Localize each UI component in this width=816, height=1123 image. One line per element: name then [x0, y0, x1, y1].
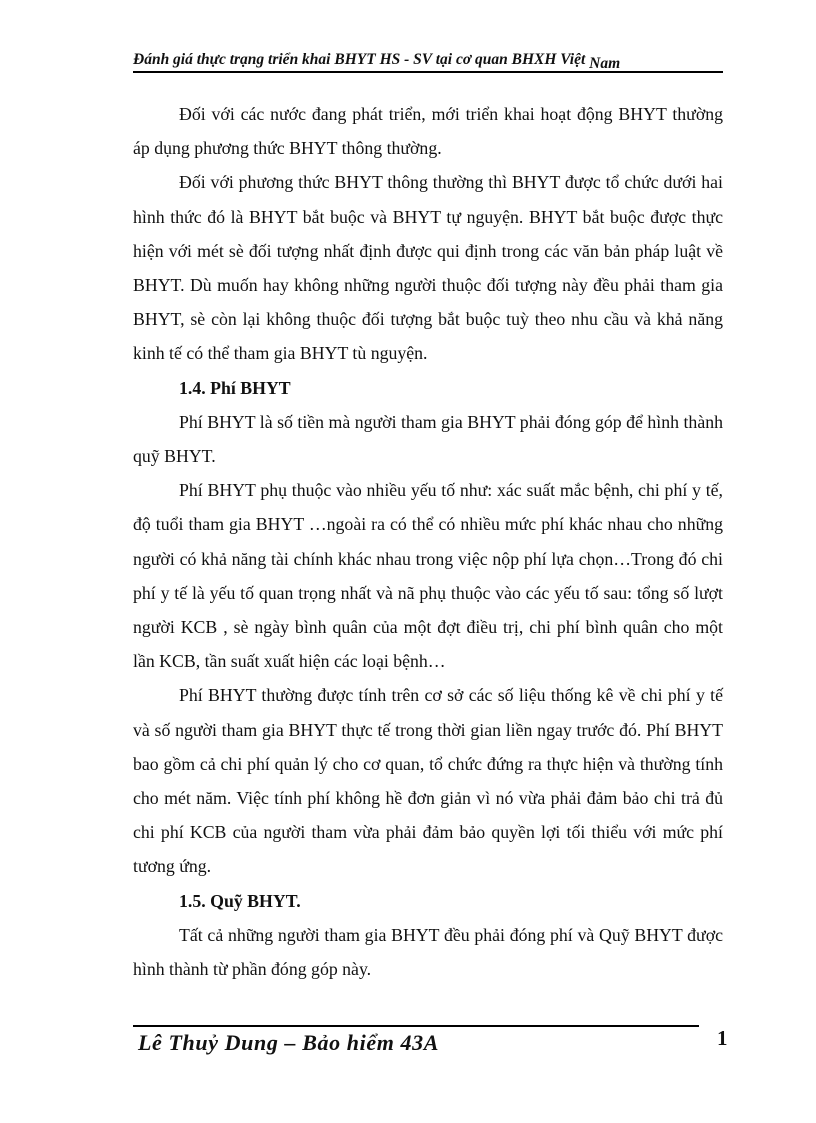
footer-divider	[133, 1025, 699, 1027]
document-body	[133, 97, 723, 986]
header-title-last-word: Nam	[589, 55, 621, 72]
section-heading-1-5: 1.5. Quỹ BHYT.	[179, 890, 301, 911]
header-title: Đánh giá thực trạng triển khai BHYT HS - SV tại cơ quan BHXH Việt	[133, 51, 586, 68]
footer-author: Lê Thuỷ Dung – Bảo hiểm 43A	[138, 1030, 440, 1055]
page-number: 1	[717, 1026, 728, 1050]
paragraph: Phí BHYT phụ thuộc vào nhiều yếu tố như: xác suất mắc bệnh, chi phí y tế, độ tuổi tham gia BHYT …ngoài ra có thể có nhiều mức phí khác nhau cho những người có khả năng tài chính khác nhau trong việc nộp phí lựa chọn…Trong đó chi phí y tế là yếu tố quan trọng nhất và nã phụ thuộc vào các yếu tố sau: tổng số lượt người KCB , sè ngày bình quân của một đợt điều trị, chi phí bình quân cho một lần KCB, tần suất xuất hiện các loại bệnh…	[133, 480, 723, 672]
paragraph: Tất cả những người tham gia BHYT đều phải đóng phí và Quỹ BHYT được hình thành từ phần đóng góp này.	[133, 924, 723, 980]
running-header	[133, 50, 723, 73]
paragraph: Đối với phương thức BHYT thông thường thì BHYT được tổ chức dưới hai hình thức đó là BHYT bắt buộc và BHYT tự nguyện. BHYT bắt buộc được thực hiện với mét sè đối tượng nhất định được qui định trong các văn bản pháp luật về BHYT. Dù muốn hay không những người thuộc đối tượng này đều phải tham gia BHYT, sè còn lại không thuộc đối tượng bắt buộc tuỳ theo nhu cầu và khả năng kinh tế có thể tham gia BHYT tù nguyện.	[133, 172, 723, 364]
section-heading-1-4: 1.4. Phí BHYT	[179, 377, 291, 398]
paragraph: Phí BHYT là số tiền mà người tham gia BHYT phải đóng góp để hình thành quỹ BHYT.	[133, 411, 723, 467]
paragraph: Phí BHYT thường được tính trên cơ sở các số liệu thống kê về chi phí y tế và số người tham gia BHYT thực tế trong thời gian liền ngay trước đó. Phí BHYT bao gồm cả chi phí quản lý cho cơ quan, tổ chức đứng ra thực hiện và thường tính cho mét năm. Việc tính phí không hề đơn giản vì nó vừa phải đảm bảo chi trả đủ chi phí KCB của người tham vừa phải đảm bảo quyền lợi tối thiểu với mức phí tương ứng.	[133, 685, 723, 877]
paragraph: Đối với các nước đang phát triển, mới triển khai hoạt động BHYT thường áp dụng phương thức BHYT thông thường.	[133, 104, 723, 159]
